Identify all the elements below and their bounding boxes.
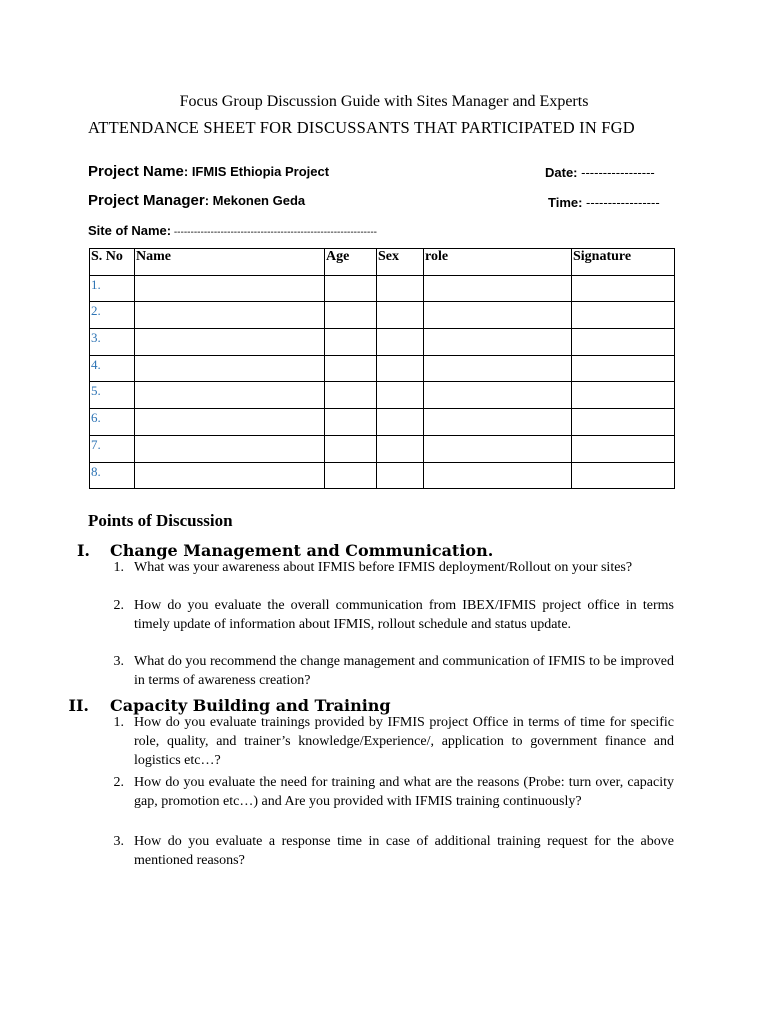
question-text: How do you evaluate the need for training and what are the reasons (Probe: turn over, capacity gap, promotion etc…) and Are you provided with IFMIS training continuously? xyxy=(134,775,674,809)
table-row xyxy=(90,462,675,489)
name-cell[interactable] xyxy=(135,462,325,489)
table-header-row xyxy=(90,249,675,276)
project-name-field xyxy=(88,163,329,180)
time-value: ----------------- xyxy=(582,195,660,210)
signature-cell[interactable] xyxy=(572,409,675,436)
age-cell[interactable] xyxy=(325,355,377,382)
sex-cell[interactable] xyxy=(377,275,424,302)
section-numeral: II. xyxy=(68,696,89,715)
question-number: 2. xyxy=(113,598,124,613)
section-numeral: I. xyxy=(76,541,90,560)
col-header-signature: Signature xyxy=(572,249,675,276)
time-field xyxy=(548,195,660,210)
role-cell[interactable] xyxy=(424,382,572,409)
question-number: 3. xyxy=(113,834,124,849)
section-title: Change Management and Communication. xyxy=(110,541,494,560)
age-cell[interactable] xyxy=(325,329,377,356)
role-cell[interactable] xyxy=(424,329,572,356)
signature-cell[interactable] xyxy=(572,275,675,302)
project-name-label: Project Name xyxy=(88,163,184,180)
points-of-discussion-heading: Points of Discussion xyxy=(88,511,233,530)
project-manager-value: : Mekonen Geda xyxy=(204,193,306,208)
table-row xyxy=(90,275,675,302)
date-field xyxy=(545,165,655,180)
signature-cell[interactable] xyxy=(572,462,675,489)
question-text: How do you evaluate the overall communication from IBEX/IFMIS project office in terms timely update of information about IFMIS, rollout schedule and status update. xyxy=(134,598,674,632)
site-name-label: Site of Name: xyxy=(88,223,172,238)
project-name-value: : IFMIS Ethiopia Project xyxy=(183,164,330,179)
table-row xyxy=(90,409,675,436)
col-header-age: Age xyxy=(325,249,377,276)
name-cell[interactable] xyxy=(135,382,325,409)
name-cell[interactable] xyxy=(135,409,325,436)
row-number: 7. xyxy=(90,435,135,462)
role-cell[interactable] xyxy=(424,462,572,489)
question-number: 1. xyxy=(113,560,124,575)
age-cell[interactable] xyxy=(325,275,377,302)
table-row xyxy=(90,435,675,462)
table-row xyxy=(90,355,675,382)
age-cell[interactable] xyxy=(325,435,377,462)
age-cell[interactable] xyxy=(325,409,377,436)
sex-cell[interactable] xyxy=(377,435,424,462)
time-label: Time: xyxy=(548,195,583,210)
table-row xyxy=(90,302,675,329)
row-number: 6. xyxy=(90,409,135,436)
date-value: ----------------- xyxy=(577,165,655,180)
role-cell[interactable] xyxy=(424,275,572,302)
col-header-role: role xyxy=(424,249,572,276)
project-manager-label: Project Manager xyxy=(88,192,205,209)
row-number: 3. xyxy=(90,329,135,356)
row-number: 1. xyxy=(90,275,135,302)
question-text: How do you evaluate a response time in case of additional training request for the above mentioned reasons? xyxy=(134,834,674,868)
question-number: 3. xyxy=(113,654,124,669)
section-title: Capacity Building and Training xyxy=(110,696,391,715)
signature-cell[interactable] xyxy=(572,329,675,356)
guide-title: Focus Group Discussion Guide with Sites Manager and Experts xyxy=(179,93,589,110)
question-number: 1. xyxy=(113,715,124,730)
attendance-sheet-title: ATTENDANCE SHEET FOR DISCUSSANTS THAT PARTICIPATED IN FGD xyxy=(88,118,635,137)
site-name-value: ------------------------------------------------------------- xyxy=(171,227,377,238)
name-cell[interactable] xyxy=(135,302,325,329)
role-cell[interactable] xyxy=(424,409,572,436)
role-cell[interactable] xyxy=(424,435,572,462)
age-cell[interactable] xyxy=(325,462,377,489)
table-row xyxy=(90,382,675,409)
name-cell[interactable] xyxy=(135,435,325,462)
name-cell[interactable] xyxy=(135,329,325,356)
col-header-sno: S. No xyxy=(90,249,135,276)
role-cell[interactable] xyxy=(424,355,572,382)
sex-cell[interactable] xyxy=(377,355,424,382)
site-name-field xyxy=(88,223,377,238)
signature-cell[interactable] xyxy=(572,382,675,409)
role-cell[interactable] xyxy=(424,302,572,329)
project-manager-field xyxy=(88,192,305,209)
age-cell[interactable] xyxy=(325,382,377,409)
age-cell[interactable] xyxy=(325,302,377,329)
table-row xyxy=(90,329,675,356)
section-heading xyxy=(0,696,768,714)
row-number: 2. xyxy=(90,302,135,329)
sex-cell[interactable] xyxy=(377,409,424,436)
attendance-table xyxy=(89,248,675,489)
row-number: 8. xyxy=(90,462,135,489)
name-cell[interactable] xyxy=(135,355,325,382)
signature-cell[interactable] xyxy=(572,355,675,382)
question-text: What do you recommend the change management and communication of IFMIS to be improved in terms of awareness creation? xyxy=(134,654,674,688)
row-number: 4. xyxy=(90,355,135,382)
sex-cell[interactable] xyxy=(377,302,424,329)
date-label: Date: xyxy=(545,165,578,180)
sex-cell[interactable] xyxy=(377,382,424,409)
row-number: 5. xyxy=(90,382,135,409)
signature-cell[interactable] xyxy=(572,435,675,462)
col-header-name: Name xyxy=(135,249,325,276)
sex-cell[interactable] xyxy=(377,329,424,356)
question-text: How do you evaluate trainings provided by IFMIS project Office in terms of time for specific role, quality, and trainer’s knowledge/Experience/, application to government finance and logistics etc…? xyxy=(134,715,674,768)
sex-cell[interactable] xyxy=(377,462,424,489)
question-text: What was your awareness about IFMIS before IFMIS deployment/Rollout on your sites? xyxy=(134,560,633,575)
name-cell[interactable] xyxy=(135,275,325,302)
signature-cell[interactable] xyxy=(572,302,675,329)
question-number: 2. xyxy=(113,775,124,790)
col-header-sex: Sex xyxy=(377,249,424,276)
section-heading xyxy=(0,541,768,559)
